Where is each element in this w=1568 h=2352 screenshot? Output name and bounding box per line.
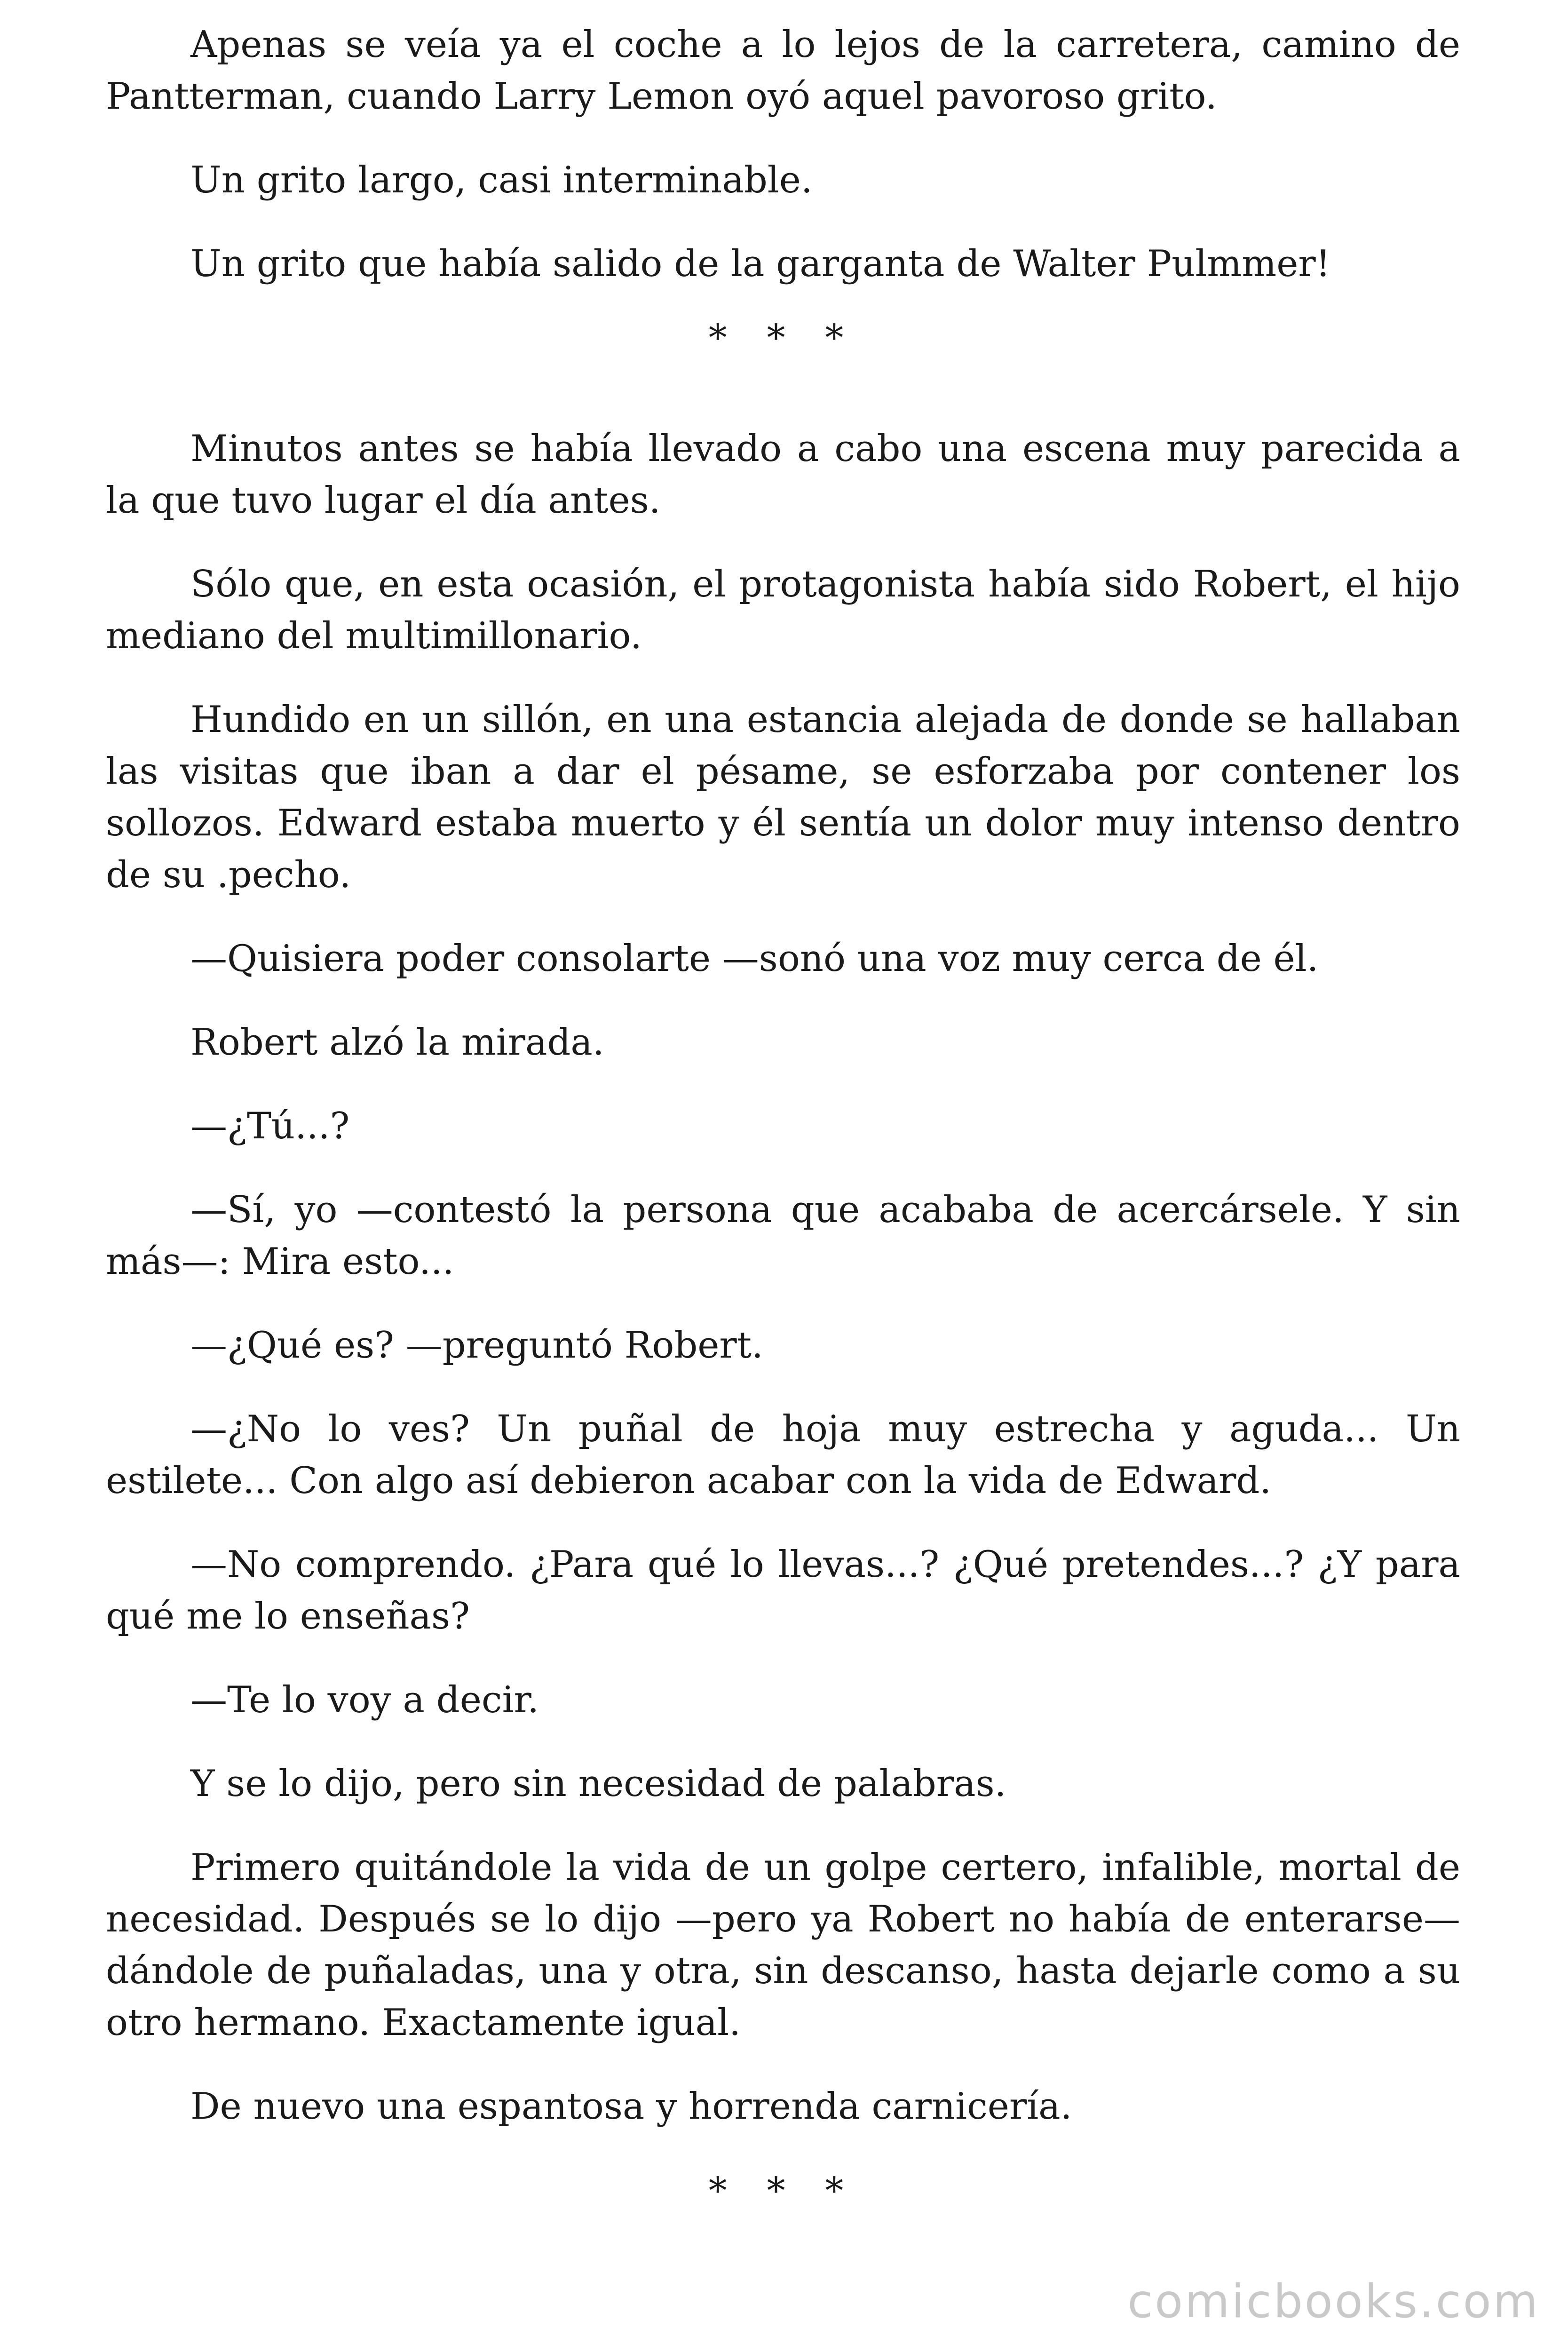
paragraph: Un grito que había salido de la garganta de Walter Pulmmer! [190,243,1331,285]
paragraph: Un grito largo, casi interminable. [190,159,813,201]
paragraph: Apenas se veía ya el coche a lo lejos de la carretera, camino de Pantterman, cuando Larry Lemon oyó aquel pavoroso grito. [106,24,1460,118]
paragraph: Minutos antes se había llevado a cabo una escena muy parecida a la que tuvo lugar el día antes. [106,428,1460,522]
paragraph: De nuevo una espantosa y horrenda carnicería. [190,2085,1072,2128]
paragraph: Robert alzó la mirada. [190,1021,604,1064]
end-separator: * * * [708,2170,858,2212]
paragraph: Hundido en un sillón, en una estancia alejada de donde se hallaban las visitas que iban a dar el pésame, se esforzaba por contener los sollozos. Edward estaba muerto y él sentía un dolor muy intenso dentro de su .pecho. [106,699,1460,896]
dialogue-line: —Sí, yo —contestó la persona que acababa de acercársele. Y sin más—: Mira esto... [106,1189,1460,1283]
paragraph: Sólo que, en esta ocasión, el protagonista había sido Robert, el hijo mediano del multimillonario. [106,563,1460,657]
book-page [106,19,1460,2217]
watermark: comicbooks.com [1127,2275,1540,2328]
dialogue-line: —Quisiera poder consolarte —sonó una voz muy cerca de él. [190,938,1319,980]
section-separator: * * * [708,317,858,359]
dialogue-line: —¿No lo ves? Un puñal de hoja muy estrecha y aguda... Un estilete... Con algo así debieron acabar con la vida de Edward. [106,1408,1460,1502]
dialogue-line: —¿Qué es? —preguntó Robert. [190,1324,763,1367]
paragraph: Y se lo dijo, pero sin necesidad de palabras. [190,1763,1006,1805]
dialogue-line: —No comprendo. ¿Para qué lo llevas...? ¿Qué pretendes...? ¿Y para qué me lo enseñas? [106,1543,1460,1637]
dialogue-line: —¿Tú...? [190,1105,350,1147]
paragraph: Primero quitándole la vida de un golpe certero, infalible, mortal de necesidad. Después se lo dijo —pero ya Robert no había de enterarse— dándole de puñaladas, una y otra, sin descanso, hasta dejarle como a su otro hermano. Exactamente igual. [106,1846,1460,2044]
dialogue-line: —Te lo voy a decir. [190,1679,539,1721]
